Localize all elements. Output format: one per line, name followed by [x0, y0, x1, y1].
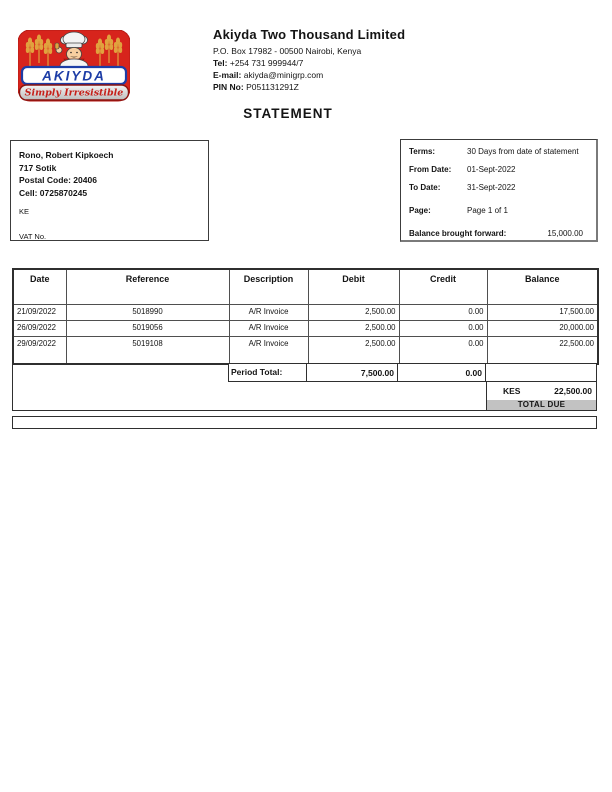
period-total-label: Period Total:: [228, 364, 307, 382]
table-row: [13, 304, 598, 320]
statement-table: [12, 268, 599, 365]
company-tel: [213, 57, 543, 69]
tagline-text: Simply Irresistible: [24, 87, 124, 99]
total-due-badge: TOTAL DUE: [486, 400, 596, 410]
cell-debit: 2,500.00: [308, 304, 399, 320]
akiyda-logo-icon: [18, 30, 130, 103]
customer-vat: VAT No.: [19, 231, 47, 241]
cell-reference: 5018990: [66, 304, 229, 320]
table-row: [13, 336, 598, 364]
from-date-label: From Date:: [409, 165, 452, 174]
customer-name: Rono, Robert Kipkoech: [19, 150, 114, 160]
terms-value: 30 Days from date of statement: [467, 147, 579, 156]
tel-label: Tel:: [213, 58, 228, 68]
footer-empty-box: [12, 416, 597, 429]
col-header-date: Date: [13, 269, 66, 304]
total-due-amount: 22,500.00: [554, 386, 592, 396]
period-total-debit: 7,500.00: [307, 364, 398, 382]
cell-reference: 5019108: [66, 336, 229, 364]
cell-debit: 2,500.00: [308, 336, 399, 364]
currency-label: KES: [503, 386, 521, 396]
company-header: [213, 27, 543, 93]
company-pin: [213, 81, 543, 93]
cell-balance: 22,500.00: [487, 336, 598, 364]
table-header-row: [13, 269, 598, 304]
period-total-balance-cell: [486, 364, 596, 382]
cell-description: A/R Invoice: [229, 304, 308, 320]
cell-credit: 0.00: [399, 320, 487, 336]
cell-date: 29/09/2022: [13, 336, 66, 364]
customer-cell: Cell: 0725870245: [19, 187, 88, 198]
tel-value: +254 731 999944/7: [229, 58, 304, 68]
cell-balance: 20,000.00: [487, 320, 598, 336]
email-value: akiyda@minigrp.com: [243, 70, 324, 80]
cell-description: A/R Invoice: [229, 336, 308, 364]
company-address: P.O. Box 17982 - 00500 Nairobi, Kenya: [213, 46, 362, 56]
cell-credit: 0.00: [399, 304, 487, 320]
page-label: Page:: [409, 206, 431, 215]
pin-label: PIN No:: [213, 82, 244, 92]
from-date-value: 01-Sept-2022: [467, 165, 516, 174]
email-label: E-mail:: [213, 70, 242, 80]
balance-forward-value: 15,000.00: [547, 229, 583, 238]
balance-forward-label: Balance brought forward:: [409, 229, 507, 238]
period-total-credit: 0.00: [398, 364, 486, 382]
page-value: Page 1 of 1: [467, 206, 508, 215]
pin-value: P051131291Z: [246, 82, 299, 92]
col-header-reference: Reference: [66, 269, 229, 304]
total-due-amount-box: [486, 382, 596, 400]
col-header-description: Description: [229, 269, 308, 304]
brand-text: AKIYDA: [42, 68, 106, 84]
customer-box: [10, 140, 209, 241]
table-row: [13, 320, 598, 336]
company-name: Akiyda Two Thousand Limited: [213, 27, 406, 42]
to-date-value: 31-Sept-2022: [467, 183, 516, 192]
terms-box: [400, 139, 598, 242]
cell-description: A/R Invoice: [229, 320, 308, 336]
cell-date: 21/09/2022: [13, 304, 66, 320]
to-date-label: To Date:: [409, 183, 441, 192]
customer-street: 717 Sotik: [19, 162, 57, 173]
company-email: [213, 69, 543, 81]
col-header-debit: Debit: [308, 269, 399, 304]
terms-label: Terms:: [409, 147, 436, 156]
col-header-credit: Credit: [399, 269, 487, 304]
cell-reference: 5019056: [66, 320, 229, 336]
totals-band: [12, 364, 597, 411]
cell-credit: 0.00: [399, 336, 487, 364]
customer-country: KE: [19, 207, 30, 216]
cell-balance: 17,500.00: [487, 304, 598, 320]
customer-postal: Postal Code: 20406: [19, 175, 97, 185]
cell-date: 26/09/2022: [13, 320, 66, 336]
company-logo: [18, 30, 130, 103]
cell-debit: 2,500.00: [308, 320, 399, 336]
page-title: STATEMENT: [243, 106, 333, 121]
col-header-balance: Balance: [487, 269, 598, 304]
